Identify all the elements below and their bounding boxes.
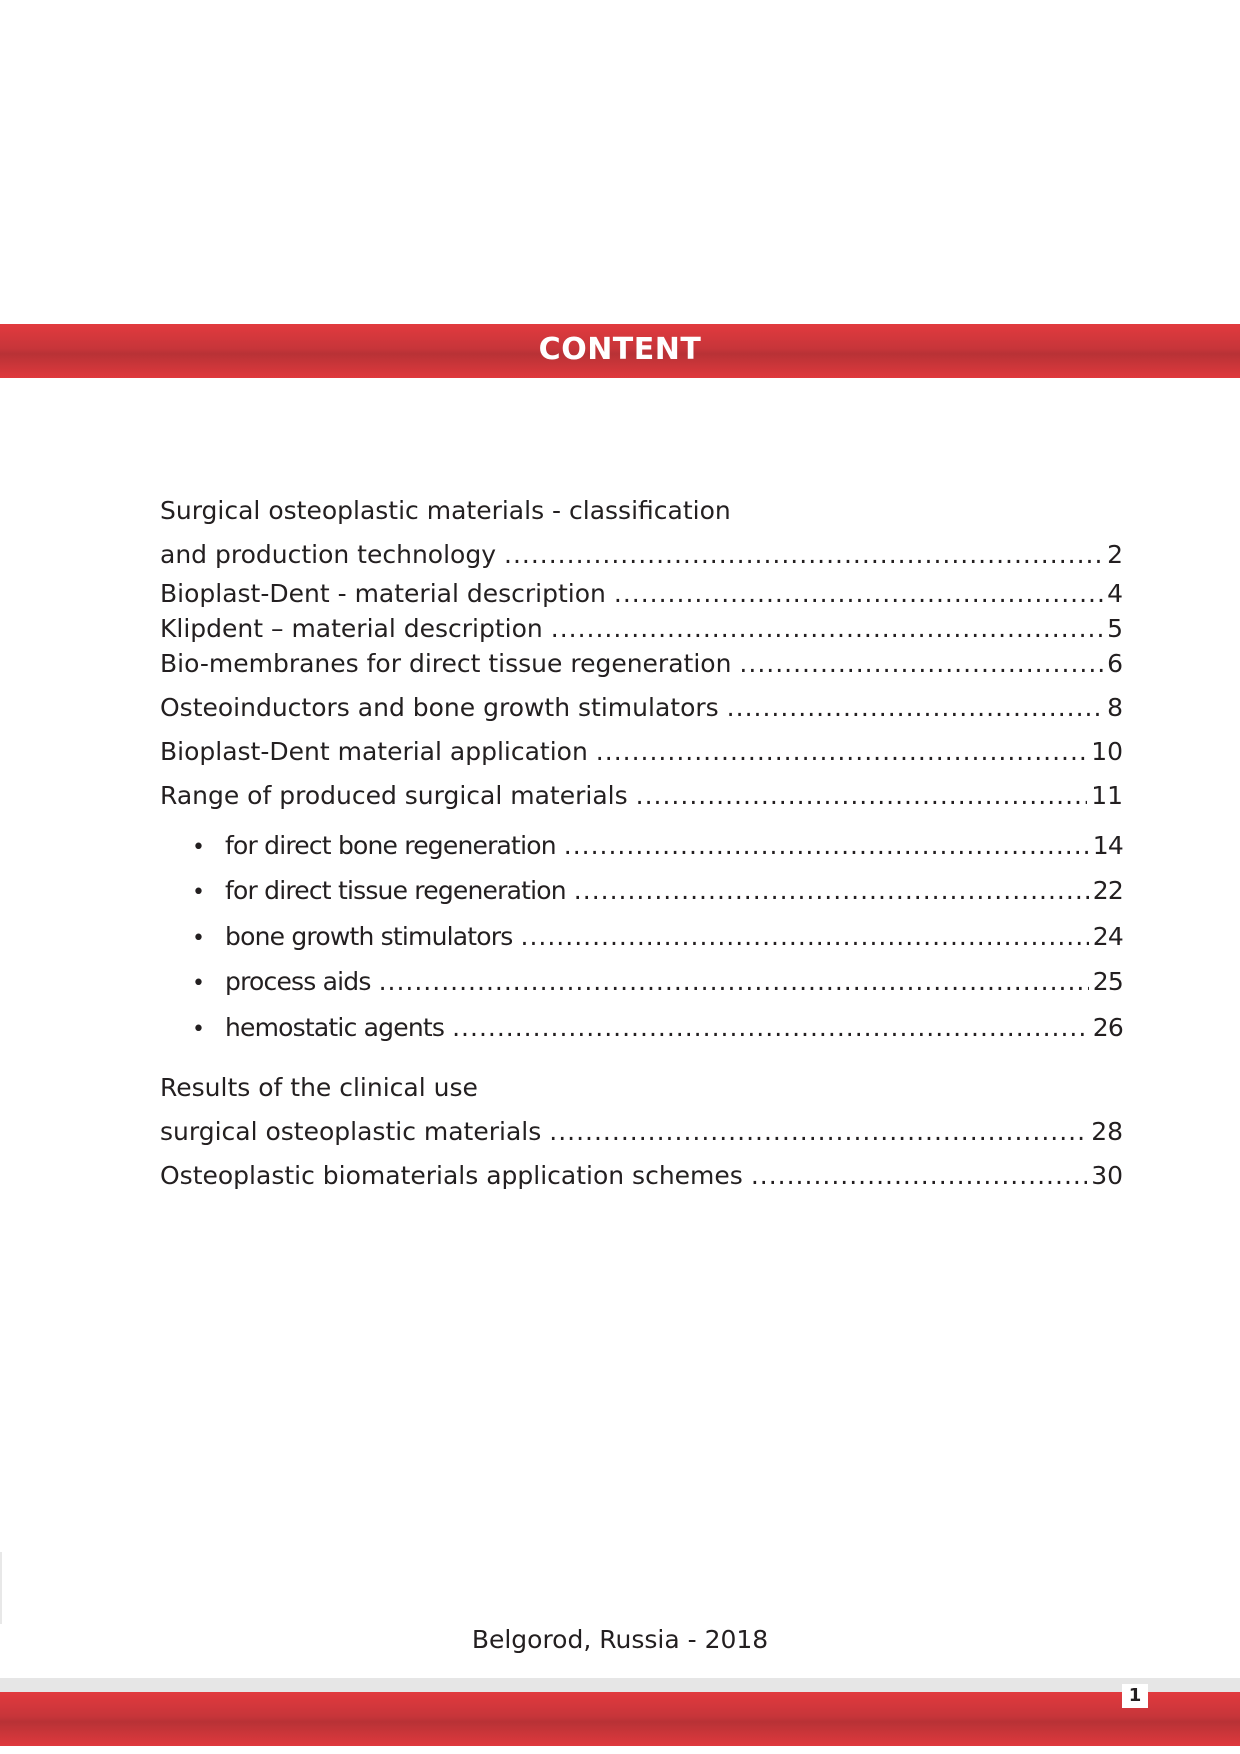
toc-entry-page: 8 bbox=[1107, 693, 1123, 722]
page-title: CONTENT bbox=[538, 331, 702, 367]
toc-entry-title: Range of produced surgical materials bbox=[160, 781, 628, 810]
toc-entry-page: 6 bbox=[1107, 649, 1123, 678]
toc-sub-entry-page: 24 bbox=[1092, 921, 1123, 951]
footer-band bbox=[0, 1692, 1240, 1746]
toc-entry-page: 10 bbox=[1091, 737, 1123, 766]
toc-entry[interactable] bbox=[160, 1073, 1123, 1103]
toc-entry-title: Bioplast-Dent material application bbox=[160, 737, 588, 766]
toc-sub-entry-page: 22 bbox=[1092, 876, 1123, 906]
margin-mark bbox=[0, 1552, 2, 1624]
footer-band-light bbox=[0, 1678, 1240, 1692]
toc-sub-entry-page: 14 bbox=[1092, 831, 1123, 860]
bullet-icon: • bbox=[192, 835, 205, 860]
toc-entry-title: surgical osteoplastic materials bbox=[160, 1116, 542, 1146]
toc-entry-title: Bioplast-Dent - material description bbox=[160, 579, 606, 608]
toc-entry-page: 4 bbox=[1107, 579, 1123, 608]
toc-entry-title: Bio-membranes for direct tissue regeneration bbox=[160, 649, 732, 678]
toc-entry-title: Surgical osteoplastic materials - classification bbox=[160, 496, 731, 525]
toc-sub-entry-page: 25 bbox=[1092, 967, 1123, 997]
bullet-icon: • bbox=[192, 971, 205, 997]
toc-sub-entry-page: 26 bbox=[1092, 1012, 1123, 1042]
dot-leader bbox=[452, 1013, 1089, 1043]
toc-sub-entry[interactable] bbox=[160, 831, 1123, 861]
dot-leader bbox=[614, 579, 1103, 609]
dot-leader bbox=[596, 737, 1087, 767]
toc-sub-entry[interactable] bbox=[160, 1013, 1123, 1043]
toc-entry-page: 5 bbox=[1107, 614, 1123, 643]
footer-city: Belgorod, Russia - 2018 bbox=[471, 1625, 769, 1654]
table-of-contents bbox=[160, 496, 1123, 1191]
toc-entry-title: and production technology bbox=[160, 540, 496, 569]
toc-entry-title: Osteoinductors and bone growth stimulators bbox=[160, 693, 719, 722]
dot-leader bbox=[521, 922, 1089, 952]
toc-entry-page: 11 bbox=[1091, 781, 1123, 810]
toc-sub-entry-title: for direct tissue regeneration bbox=[225, 876, 566, 906]
bullet-icon: • bbox=[192, 880, 205, 906]
toc-entry[interactable] bbox=[160, 1117, 1123, 1147]
toc-entry[interactable] bbox=[160, 614, 1123, 644]
toc-entry[interactable] bbox=[160, 1161, 1123, 1191]
header-band bbox=[0, 324, 1240, 378]
dot-leader bbox=[751, 1161, 1087, 1191]
toc-entry[interactable] bbox=[160, 781, 1123, 811]
dot-leader bbox=[504, 540, 1103, 570]
page-number: 1 bbox=[1122, 1684, 1148, 1708]
toc-sub-entry[interactable] bbox=[160, 967, 1123, 997]
toc-entry-page: 2 bbox=[1107, 540, 1123, 569]
dot-leader bbox=[727, 693, 1103, 723]
toc-sub-entry-title: for direct bone regeneration bbox=[225, 831, 556, 860]
toc-sub-entry[interactable] bbox=[160, 922, 1123, 952]
dot-leader bbox=[574, 876, 1089, 906]
toc-sub-entry-title: bone growth stimulators bbox=[225, 921, 513, 951]
toc-entry[interactable] bbox=[160, 693, 1123, 723]
toc-entry-title: Osteoplastic biomaterials application schemes bbox=[160, 1160, 743, 1190]
toc-entry[interactable] bbox=[160, 540, 1123, 570]
toc-sub-entry-title: process aids bbox=[225, 967, 371, 997]
toc-sub-entry[interactable] bbox=[160, 876, 1123, 906]
toc-sub-entry-title: hemostatic agents bbox=[225, 1012, 445, 1042]
bullet-icon: • bbox=[192, 1016, 205, 1042]
dot-leader bbox=[636, 781, 1088, 811]
toc-entry-page: 30 bbox=[1091, 1160, 1123, 1190]
dot-leader bbox=[739, 649, 1103, 679]
toc-entry-title: Klipdent – material description bbox=[160, 614, 543, 643]
dot-leader bbox=[551, 614, 1103, 644]
toc-entry[interactable] bbox=[160, 496, 1123, 526]
toc-entry-title: Results of the clinical use bbox=[160, 1072, 478, 1102]
dot-leader bbox=[549, 1117, 1087, 1147]
dot-leader bbox=[379, 967, 1089, 997]
toc-entry[interactable] bbox=[160, 579, 1123, 609]
toc-entry[interactable] bbox=[160, 649, 1123, 679]
bullet-icon: • bbox=[192, 925, 205, 951]
dot-leader bbox=[564, 831, 1089, 861]
toc-entry-page: 28 bbox=[1091, 1116, 1123, 1146]
toc-entry[interactable] bbox=[160, 737, 1123, 767]
